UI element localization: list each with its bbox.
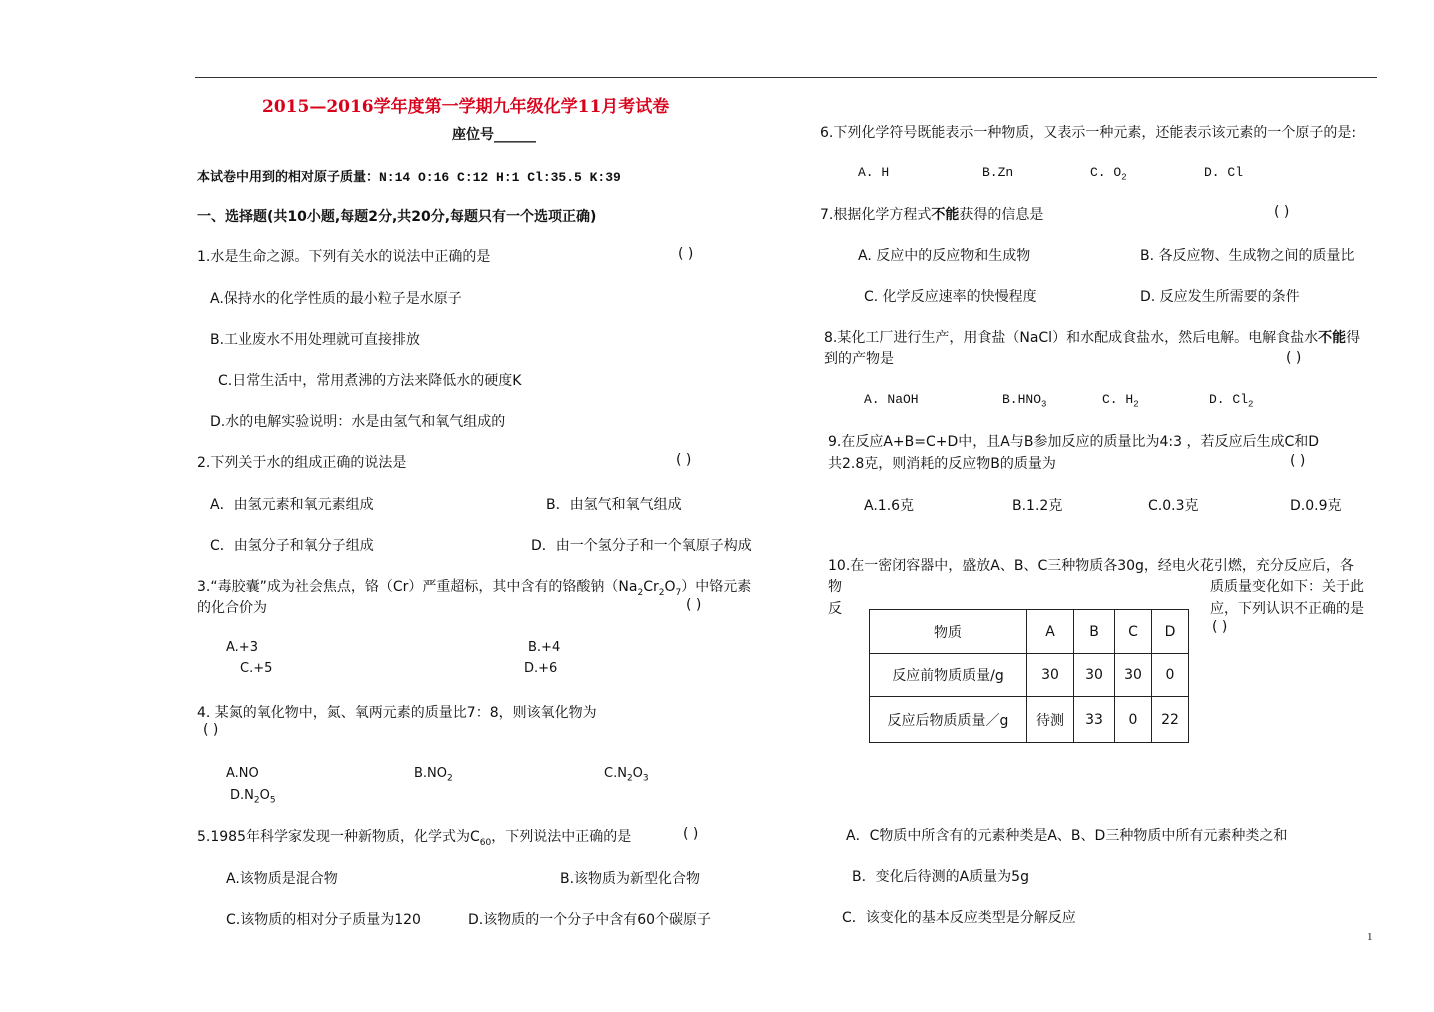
q8-stem-line2: 到的产物是 — [824, 351, 894, 367]
table-row — [870, 697, 1189, 743]
table-header-cell: 物质 — [870, 610, 1027, 654]
q4-option-b: $B.NO_2$ — [414, 766, 453, 784]
q10-answer-paren: ( ) — [1212, 619, 1228, 635]
q6-option-a: A. H — [858, 165, 890, 180]
q7-option-d: D. 反应发生所需要的条件 — [1140, 289, 1300, 305]
q8-option-d: D. $Cl_2$ — [1209, 392, 1254, 410]
table-cell: 30 — [1115, 654, 1152, 697]
q1-option-c: C.日常生活中，常用煮沸的方法来降低水的硬度K — [218, 373, 522, 389]
table-cell: 30 — [1074, 654, 1115, 697]
q9-stem-line2: 共2.8克，则消耗的反应物B的质量为 — [828, 456, 1056, 472]
q2-option-c: C．由氢分子和氧分子组成 — [210, 538, 374, 554]
q8-option-a: A. NaOH — [864, 392, 919, 407]
q1-option-d: D.水的电解实验说明：水是由氢气和氧气组成的 — [210, 414, 506, 430]
q9-option-d: D.0.9克 — [1290, 498, 1342, 514]
q1-option-b: B.工业废水不用处理就可直接排放 — [210, 332, 421, 348]
q7-option-a: A. 反应中的反应物和生成物 — [858, 248, 1031, 264]
q8-stem: 8.某化工厂进行生产，用食盐（NaCl）和水配成食盐水，然后电解。电解食盐水不能得 — [824, 330, 1361, 346]
q5-option-c: C.该物质的相对分子质量为120 — [226, 912, 421, 928]
q4-option-a: A.NO — [226, 766, 259, 781]
q3-stem: 3.“毒胶囊”成为社会焦点，铬（Cr）严重超标，其中含有的铬酸钠$(Na_2Cr_2O_7)$中铬元素 — [197, 579, 752, 598]
q1-option-a: A.保持水的化学性质的最小粒子是水原子 — [210, 291, 462, 307]
table-cell: 22 — [1152, 697, 1189, 743]
q3-answer-paren: ( ) — [686, 597, 702, 613]
table-cell: 待测 — [1027, 697, 1074, 743]
q3-option-c: C.+5 — [240, 661, 273, 676]
table-cell: 反应后物质质量／g — [870, 697, 1027, 743]
q3-option-d: D.+6 — [524, 661, 558, 676]
q9-option-c: C.0.3克 — [1148, 498, 1199, 514]
q6-option-c: C. $O_2$ — [1090, 165, 1127, 183]
q6-option-b: B.Zn — [982, 165, 1014, 180]
top-rule — [195, 77, 1377, 78]
q2-answer-paren: ( ) — [676, 452, 692, 468]
q5-stem: 5.1985年科学家发现一种新物质，化学式为$C_{60}$，下列说法中正确的是 — [197, 829, 632, 848]
table-header-row — [870, 610, 1189, 654]
q3-stem-line2: 的化合价为 — [197, 600, 267, 616]
q3-option-a: A.+3 — [226, 640, 258, 655]
q5-option-d: D.该物质的一个分子中含有60个碳原子 — [468, 912, 712, 928]
q9-stem: 9.在反应A+B=C+D中，且A与B参加反应的质量比为4:3 ，若反应后生成C和D — [828, 434, 1320, 450]
page-title: 2015—2016学年度第一学期九年级化学11月考试卷 — [262, 97, 670, 117]
section-title: 一、选择题(共10小题,每题2分,共20分,每题只有一个选项正确) — [197, 209, 597, 225]
seat-number-label: 座位号______ — [452, 127, 536, 143]
q4-option-d: $D.N_2O_5$ — [230, 788, 276, 806]
table-row — [870, 654, 1189, 697]
q10-stem-right1: 质质量变化如下：关于此 — [1210, 579, 1364, 595]
q7-stem: 7.根据化学方程式不能获得的信息是 — [820, 207, 1044, 223]
table-cell: 0 — [1152, 654, 1189, 697]
q9-option-b: B.1.2克 — [1012, 498, 1063, 514]
q5-option-a: A.该物质是混合物 — [226, 871, 338, 887]
table-cell: 33 — [1074, 697, 1115, 743]
q3-formula: $Na_2Cr_2O_7$ — [618, 579, 682, 598]
atomic-masses-note: 本试卷中用到的相对原子质量：N:14 O:16 C:12 H:1 Cl:35.5 K:39 — [197, 170, 621, 185]
table-cell: 反应前物质质量/g — [870, 654, 1027, 697]
page-number: 1 — [1367, 931, 1373, 943]
q4-answer-paren: ( ) — [203, 722, 219, 738]
q7-option-b: B. 各反应物、生成物之间的质量比 — [1140, 248, 1355, 264]
q4-stem: 4. 某氮的氧化物中，氮、氧两元素的质量比7：8，则该氧化物为 — [197, 705, 597, 721]
q5-answer-paren: ( ) — [683, 826, 699, 842]
table-cell: 0 — [1115, 697, 1152, 743]
q8-option-b: $B.HNO_3$ — [1002, 392, 1047, 410]
table-header-cell: D — [1152, 610, 1189, 654]
q4-option-c: $C.N_2O_3$ — [604, 766, 649, 784]
q10-stem-left2: 反 — [828, 601, 842, 617]
q8-answer-paren: ( ) — [1286, 350, 1302, 366]
q6-option-d: D. Cl — [1204, 165, 1244, 180]
q3-option-b: B.+4 — [528, 640, 561, 655]
table-header-cell: C — [1115, 610, 1152, 654]
q8-option-c: C. $H_2$ — [1102, 392, 1139, 410]
q10-option-c: C．该变化的基本反应类型是分解反应 — [842, 910, 1076, 926]
q10-option-b: B．变化后待测的A质量为5g — [852, 869, 1029, 885]
q9-answer-paren: ( ) — [1290, 453, 1306, 469]
q9-option-a: A.1.6克 — [864, 498, 915, 514]
q10-stem-right2: 应，下列认识不正确的是 — [1210, 601, 1364, 617]
q1-answer-paren: ( ) — [678, 246, 694, 262]
q7-answer-paren: ( ) — [1274, 204, 1290, 220]
table-header-cell: A — [1027, 610, 1074, 654]
table-header-cell: B — [1074, 610, 1115, 654]
q10-stem: 10.在一密闭容器中，盛放A、B、C三种物质各30g，经电火花引燃，充分反应后，各 — [828, 558, 1354, 574]
q1-stem: 1.水是生命之源。下列有关水的说法中正确的是 — [197, 249, 491, 265]
q10-stem-left1: 物 — [828, 579, 842, 595]
mass-change-table — [869, 609, 1189, 743]
q2-option-a: A．由氢元素和氧元素组成 — [210, 497, 374, 513]
q7-option-c: C. 化学反应速率的快慢程度 — [864, 289, 1037, 305]
q10-option-a: A．C物质中所含有的元素种类是A、B、D三种物质中所有元素种类之和 — [846, 828, 1288, 844]
q5-option-b: B.该物质为新型化合物 — [560, 871, 701, 887]
q2-option-b: B．由氢气和氧气组成 — [546, 497, 682, 513]
q2-stem: 2.下列关于水的组成正确的说法是 — [197, 455, 407, 471]
q6-stem: 6.下列化学符号既能表示一种物质，又表示一种元素，还能表示该元素的一个原子的是: — [820, 125, 1357, 141]
table-cell: 30 — [1027, 654, 1074, 697]
q2-option-d: D．由一个氢分子和一个氧原子构成 — [531, 538, 752, 554]
